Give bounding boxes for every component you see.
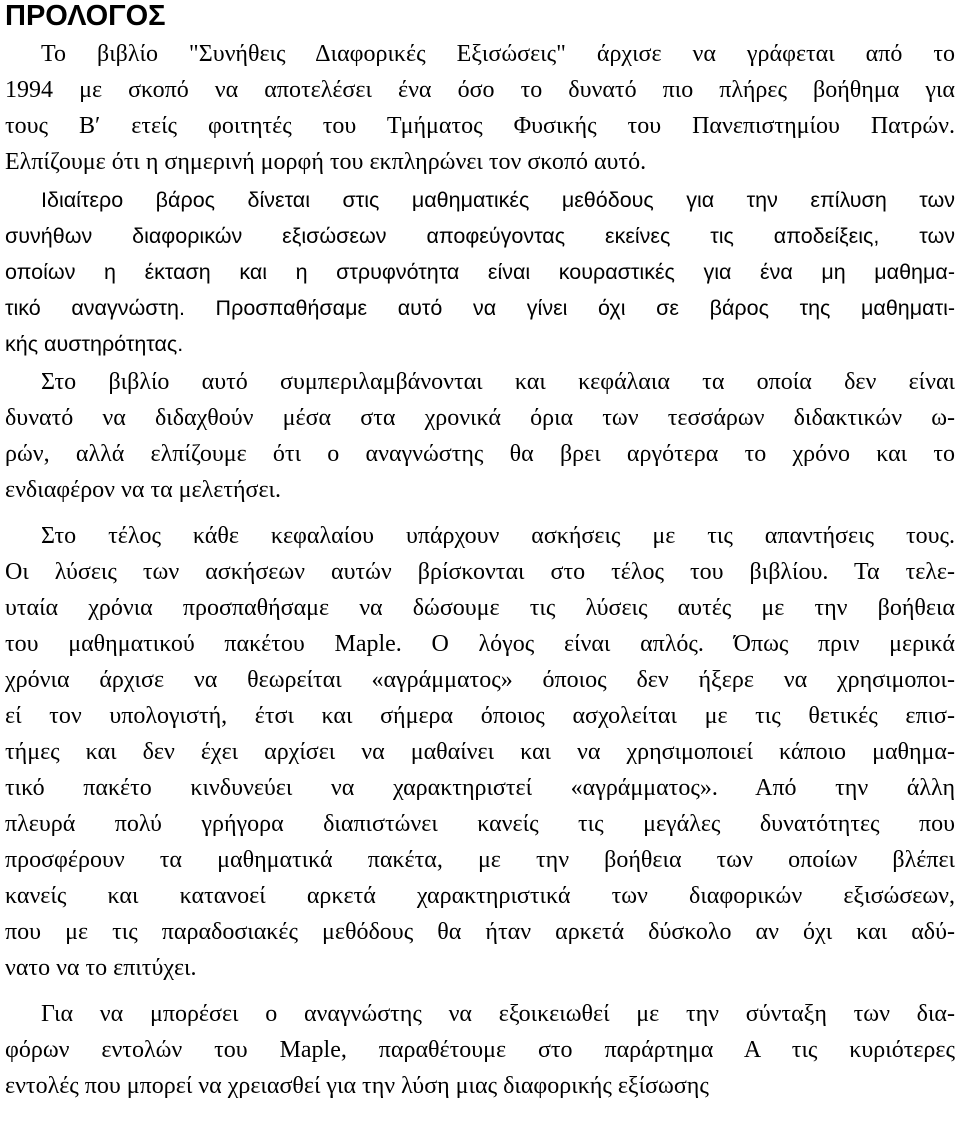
text-line: ενδιαφέρον να τα μελετήσει. [5,477,281,503]
text-line: δυνατό να διδαχθούν μέσα στα χρονικά όρια των τεσσάρων διδακτικών ω- [5,405,955,431]
paragraph-5 [5,996,955,1104]
text-line: υταία χρόνια προσπαθήσαμε να δώσουμε τις λύσεις αυτές με την βοήθεια [5,595,955,621]
text-line: Για να μπορέσει ο αναγνώστης να εξοικειωθεί με την σύνταξη των δια- [41,1001,955,1027]
text-line: χρόνια άρχισε να θεωρείται «αγράμματος» όποιος δεν ήξερε να χρησιμοποι- [5,667,955,693]
text-line: τους Β′ ετείς φοιτητές του Τμήματος Φυσικής του Πανεπιστημίου Πατρών. [5,113,955,139]
text-line: τικό αναγνώστη. Προσπαθήσαμε αυτό να γίνει όχι σε βάρος της μαθηματι- [5,296,955,320]
text-line: ρών, αλλά ελπίζουμε ότι ο αναγνώστης θα βρει αργότερα το χρόνο και το [5,441,955,467]
text-line: οποίων η έκταση και η στρυφνότητα είναι κουραστικές για ένα μη μαθημα- [5,260,955,284]
text-line: νατο να το επιτύχει. [5,955,197,981]
text-line: εντολές που μπορεί να χρειασθεί για την λύση μιας διαφορικής εξίσωσης [5,1073,709,1099]
text-line: του μαθηματικού πακέτου Maple. Ο λόγος είναι απλός. Όπως πριν μερικά [5,631,955,657]
text-line: Το βιβλίο "Συνήθεις Διαφορικές Εξισώσεις" άρχισε να γράφεται από το [41,41,955,67]
paragraph-2 [5,182,955,362]
text-line: εί τον υπολογιστή, έτσι και σήμερα όποιος ασχολείται με τις θετικές επισ- [5,703,955,729]
text-line: φόρων εντολών του Maple, παραθέτουμε στο παράρτημα Α τις κυριότερες [5,1037,955,1063]
text-line: προσφέρουν τα μαθηματικά πακέτα, με την βοήθεια των οποίων βλέπει [5,847,955,873]
page-title: ΠΡΟΛΟΓΟΣ [5,0,166,32]
text-line: Ελπίζουμε ότι η σημερινή μορφή του εκπληρώνει τον σκοπό αυτό. [5,149,647,175]
paragraph-3 [5,364,955,508]
text-line: Ιδιαίτερο βάρος δίνεται στις μαθηματικές μεθόδους για την επίλυση των [41,188,955,212]
text-line: κής αυστηρότητας. [5,332,184,356]
paragraph-1 [5,36,955,180]
text-line: που με τις παραδοσιακές μεθόδους θα ήταν αρκετά δύσκολο αν όχι και αδύ- [5,919,955,945]
text-line: συνήθων διαφορικών εξισώσεων αποφεύγοντας εκείνες τις αποδείξεις, των [5,224,955,248]
document-page [5,0,955,1104]
text-line: 1994 με σκοπό να αποτελέσει ένα όσο το δυνατό πιο πλήρες βοήθημα για [5,77,955,103]
text-line: κανείς και κατανοεί αρκετά χαρακτηριστικά των διαφορικών εξισώσεων, [5,883,955,909]
text-line: Στο τέλος κάθε κεφαλαίου υπάρχουν ασκήσεις με τις απαντήσεις τους. [41,523,955,549]
text-line: πλευρά πολύ γρήγορα διαπιστώνει κανείς τις μεγάλες δυνατότητες που [5,811,955,837]
paragraph-4 [5,518,955,986]
text-line: τικό πακέτο κινδυνεύει να χαρακτηριστεί «αγράμματος». Από την άλλη [5,775,955,801]
text-line: Στο βιβλίο αυτό συμπεριλαμβάνονται και κεφάλαια τα οποία δεν είναι [41,369,955,395]
text-line: Οι λύσεις των ασκήσεων αυτών βρίσκονται στο τέλος του βιβλίου. Τα τελε- [5,559,955,585]
text-line: τήμες και δεν έχει αρχίσει να μαθαίνει και να χρησιμοποιεί κάποιο μαθημα- [5,739,955,765]
